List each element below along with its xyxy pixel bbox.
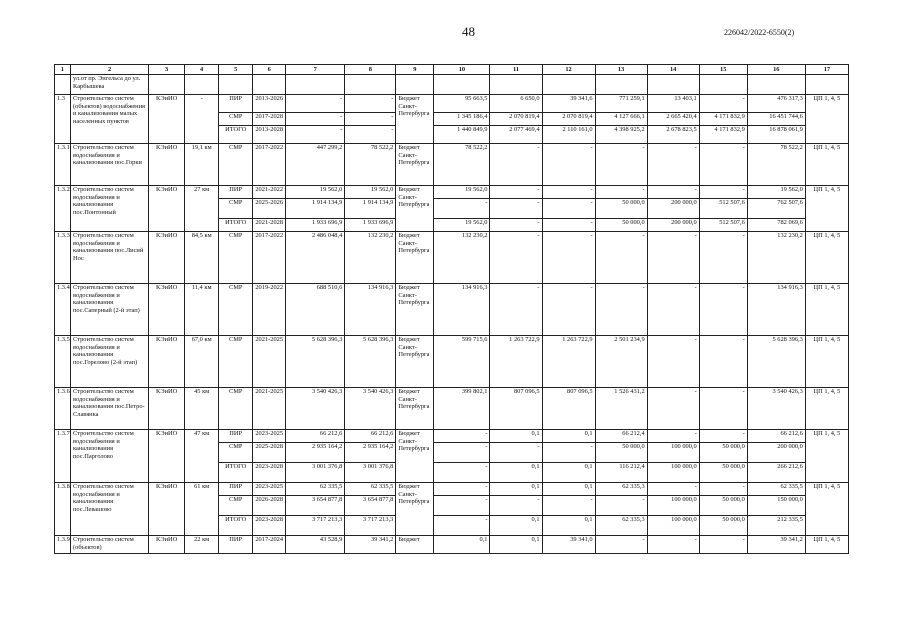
table-row <box>55 284 849 336</box>
cost-total: 66 212,6 <box>286 430 345 443</box>
sum-value: 78 522,2 <box>747 144 805 186</box>
funding-source: Бюджет Санкт-Петербурга <box>396 95 434 144</box>
year-value: - <box>434 516 490 536</box>
sum-value: 3 540 426,3 <box>747 388 805 430</box>
year-value: 512 507,6 <box>699 199 747 219</box>
cost-total: 3 717 213,3 <box>286 516 345 536</box>
year-value: - <box>699 430 747 443</box>
cost-total: 2 486 048,4 <box>286 232 345 284</box>
year-value: - <box>699 388 747 430</box>
year-value: 50 000,0 <box>699 496 747 516</box>
cost-total: 688 510,6 <box>286 284 345 336</box>
year-value: 0,1 <box>490 430 542 443</box>
column-header: 12 <box>542 65 595 75</box>
year-value: - <box>490 496 542 516</box>
work-type: ПИР <box>219 430 253 443</box>
year-value: - <box>542 144 595 186</box>
work-period: 2021-2022 <box>253 186 286 199</box>
sum-value: 132 230,2 <box>747 232 805 284</box>
column-header: 9 <box>396 65 434 75</box>
year-value: - <box>542 186 595 199</box>
sum-value: 16 451 744,6 <box>747 113 805 126</box>
work-period: 2023-2028 <box>253 463 286 483</box>
row-length: 45 км <box>185 388 219 430</box>
year-value: 2 110 161,0 <box>542 126 595 144</box>
year-value: 1 526 431,2 <box>595 388 647 430</box>
cost-total: 1 914 134,9 <box>286 199 345 219</box>
work-type: ПИР <box>219 483 253 496</box>
cost-total: - <box>286 113 345 126</box>
sum-value: 62 335,5 <box>747 483 805 496</box>
row-id: 1.3.4 <box>55 284 71 336</box>
year-value: 62 335,3 <box>595 516 647 536</box>
year-value: 200 000,0 <box>647 219 699 232</box>
year-value: - <box>647 144 699 186</box>
program-ref: ЦП 1, 4, 5 <box>805 144 848 186</box>
sum-value: 19 562,0 <box>747 186 805 199</box>
year-value: - <box>434 443 490 463</box>
year-value: - <box>490 232 542 284</box>
work-period: 2025-2026 <box>253 199 286 219</box>
year-value: 2 501 234,9 <box>595 336 647 388</box>
cost-remaining: 5 628 396,3 <box>345 336 396 388</box>
year-value: - <box>647 186 699 199</box>
work-type: ИТОГО <box>219 516 253 536</box>
cost-remaining: - <box>345 126 396 144</box>
sum-value: 212 335,5 <box>747 516 805 536</box>
work-type: СМР <box>219 232 253 284</box>
row-org: КЭиИО <box>149 186 185 232</box>
cost-remaining: 66 212,6 <box>345 430 396 443</box>
page-number: 48 <box>462 24 475 39</box>
column-header: 6 <box>253 65 286 75</box>
year-value: 4 398 925,2 <box>595 126 647 144</box>
table-row <box>55 430 849 443</box>
cost-remaining: 3 654 877,8 <box>345 496 396 516</box>
year-value: - <box>490 443 542 463</box>
year-value: - <box>595 496 647 516</box>
work-type: ПИР <box>219 95 253 113</box>
column-header: 16 <box>747 65 805 75</box>
sum-value: 39 341,2 <box>747 536 805 554</box>
year-value: 50 000,0 <box>595 443 647 463</box>
row-name: Строительство систем водоснабжения и канализования пос.Понтонный <box>71 186 149 232</box>
work-period: 2017-2022 <box>253 232 286 284</box>
cost-total: 2 935 164,2 <box>286 443 345 463</box>
row-id: 1.3.5 <box>55 336 71 388</box>
work-type: СМР <box>219 144 253 186</box>
year-value: 4 171 832,9 <box>699 113 747 126</box>
year-value: 2 678 823,5 <box>647 126 699 144</box>
year-value: 0,1 <box>542 430 595 443</box>
column-header: 14 <box>647 65 699 75</box>
work-type: СМР <box>219 443 253 463</box>
year-value: 4 127 666,1 <box>595 113 647 126</box>
row-org: КЭиИО <box>149 483 185 536</box>
year-value: - <box>490 144 542 186</box>
work-period: 2021-2025 <box>253 388 286 430</box>
year-value: 13 403,1 <box>647 95 699 113</box>
year-value: 0,1 <box>490 483 542 496</box>
row-id: 1.3.1 <box>55 144 71 186</box>
row-org: КЭиИО <box>149 144 185 186</box>
cost-total: 447 299,2 <box>286 144 345 186</box>
year-value: - <box>595 536 647 554</box>
cost-remaining: 62 335,5 <box>345 483 396 496</box>
column-header: 7 <box>286 65 345 75</box>
year-value: - <box>542 443 595 463</box>
year-value: 2 070 819,4 <box>490 113 542 126</box>
funding-source: Бюджет Санкт-Петербурга <box>396 186 434 232</box>
work-type: СМР <box>219 113 253 126</box>
row-length: 84,5 км <box>185 232 219 284</box>
year-value: 0,1 <box>490 463 542 483</box>
cost-remaining: 132 230,2 <box>345 232 396 284</box>
work-period: 2013-2028 <box>253 126 286 144</box>
row-length: 47 км <box>185 430 219 483</box>
row-id: 1.3.8 <box>55 483 71 536</box>
row-length: 61 км <box>185 483 219 536</box>
table-row <box>55 483 849 496</box>
year-value: 50 000,0 <box>699 443 747 463</box>
sum-value: 5 628 396,3 <box>747 336 805 388</box>
sum-value: 16 878 061,9 <box>747 126 805 144</box>
row-id: 1.3.7 <box>55 430 71 483</box>
program-ref: ЦП 1, 4, 5 <box>805 336 848 388</box>
year-value: - <box>434 430 490 443</box>
year-value: - <box>434 199 490 219</box>
year-value: 807 096,5 <box>542 388 595 430</box>
year-value: 50 000,0 <box>699 463 747 483</box>
row-org: КЭиИО <box>149 536 185 554</box>
row-name: Строительство систем (объектов) <box>71 536 149 554</box>
row-org: КЭиИО <box>149 336 185 388</box>
year-value: - <box>595 284 647 336</box>
table-row <box>55 536 849 554</box>
year-value: - <box>647 388 699 430</box>
funding-source: Бюджет Санкт-Петербурга <box>396 483 434 536</box>
work-period: 2026-2028 <box>253 496 286 516</box>
cost-total: 3 540 426,3 <box>286 388 345 430</box>
year-value: 19 562,0 <box>434 219 490 232</box>
row-name: Строительство систем водоснабжения и канализования пос.Петро-Славянка <box>71 388 149 430</box>
row-length: - <box>185 95 219 144</box>
cost-remaining: 1 914 134,9 <box>345 199 396 219</box>
year-value: - <box>647 430 699 443</box>
work-period: 2017-2024 <box>253 536 286 554</box>
cost-remaining: 3 540 426,3 <box>345 388 396 430</box>
cost-remaining: - <box>345 95 396 113</box>
cost-total: 43 528,9 <box>286 536 345 554</box>
work-type: СМР <box>219 496 253 516</box>
document-number: 226042/2022-6550(2) <box>724 28 795 37</box>
cost-remaining: 3 717 213,3 <box>345 516 396 536</box>
year-value: 512 507,6 <box>699 219 747 232</box>
work-period: 2019-2022 <box>253 284 286 336</box>
program-ref: ЦП 1, 4, 5 <box>805 95 848 144</box>
row-length: 11,4 км <box>185 284 219 336</box>
row-name: Строительство систем водоснабжения и канализования пос.Горки <box>71 144 149 186</box>
sum-value: 476 317,3 <box>747 95 805 113</box>
cost-total: - <box>286 95 345 113</box>
row-name: Строительство систем (объектов) водоснабжения и канализования малых населенных пунктов <box>71 95 149 144</box>
cost-total: 3 001 376,8 <box>286 463 345 483</box>
year-value: 1 263 722,9 <box>542 336 595 388</box>
row-length: 19,1 км <box>185 144 219 186</box>
funding-source: Бюджет Санкт-Петербурга <box>396 232 434 284</box>
year-value: - <box>699 536 747 554</box>
table-row <box>55 388 849 430</box>
column-header: 2 <box>71 65 149 75</box>
year-value: 0,1 <box>434 536 490 554</box>
year-value: 50 000,0 <box>595 219 647 232</box>
year-value: 39 341,6 <box>542 95 595 113</box>
sum-value: 134 916,3 <box>747 284 805 336</box>
cost-total: 62 335,5 <box>286 483 345 496</box>
year-value: 200 000,0 <box>647 199 699 219</box>
column-header: 5 <box>219 65 253 75</box>
year-value: - <box>699 232 747 284</box>
row-org: КЭиИО <box>149 430 185 483</box>
work-type: ПИР <box>219 186 253 199</box>
program-ref: ЦП 1, 4, 5 <box>805 536 848 554</box>
year-value: 1 263 722,9 <box>490 336 542 388</box>
column-header: 10 <box>434 65 490 75</box>
work-type: ИТОГО <box>219 463 253 483</box>
year-value: - <box>490 219 542 232</box>
work-period: 2021-2028 <box>253 219 286 232</box>
row-org: КЭиИО <box>149 232 185 284</box>
column-header: 1 <box>55 65 71 75</box>
funding-source: Бюджет Санкт-Петербурга <box>396 388 434 430</box>
year-value: - <box>490 186 542 199</box>
work-period: 2023-2025 <box>253 483 286 496</box>
table-row <box>55 95 849 113</box>
row-id: 1.3 <box>55 95 71 144</box>
year-value: - <box>647 336 699 388</box>
row-id: 1.3.9 <box>55 536 71 554</box>
year-value: 62 335,3 <box>595 483 647 496</box>
work-period: 2017-2028 <box>253 113 286 126</box>
year-value: 2 070 819,4 <box>542 113 595 126</box>
row-name: Строительство систем водоснабжения и канализования пос.Левашово <box>71 483 149 536</box>
year-value: - <box>699 144 747 186</box>
funding-source: Бюджет Санкт-Петербурга <box>396 284 434 336</box>
funding-source: Бюджет Санкт-Петербурга <box>396 430 434 483</box>
table-row <box>55 144 849 186</box>
table-body <box>55 65 849 554</box>
year-value: - <box>542 199 595 219</box>
year-value: - <box>542 232 595 284</box>
year-value: 0,1 <box>490 516 542 536</box>
work-type: ИТОГО <box>219 219 253 232</box>
year-value: 100 000,0 <box>647 516 699 536</box>
year-value: - <box>595 232 647 284</box>
sum-value: 150 000,0 <box>747 496 805 516</box>
year-value: 39 341,0 <box>542 536 595 554</box>
year-value: - <box>647 483 699 496</box>
year-value: 399 802,1 <box>434 388 490 430</box>
cost-remaining: 3 001 376,8 <box>345 463 396 483</box>
year-value: 6 650,0 <box>490 95 542 113</box>
year-value: 807 096,5 <box>490 388 542 430</box>
column-header: 15 <box>699 65 747 75</box>
year-value: - <box>699 95 747 113</box>
year-value: 78 522,2 <box>434 144 490 186</box>
year-value: - <box>595 144 647 186</box>
row-name: Строительство систем водоснабжения и канализования пос.Горелово (2-й этап) <box>71 336 149 388</box>
row-length: 22 км <box>185 536 219 554</box>
funding-source: Бюджет Санкт-Петербурга <box>396 144 434 186</box>
year-value: 2 665 420,4 <box>647 113 699 126</box>
work-type: СМР <box>219 284 253 336</box>
sum-value: 762 507,6 <box>747 199 805 219</box>
cost-total: 5 628 396,3 <box>286 336 345 388</box>
table-row <box>55 336 849 388</box>
year-value: 100 000,0 <box>647 496 699 516</box>
cost-remaining: 19 562,0 <box>345 186 396 199</box>
year-value: - <box>490 284 542 336</box>
year-value: - <box>490 199 542 219</box>
year-value: - <box>699 483 747 496</box>
row-name: Строительство систем водоснабжения и канализования пос.Лисий Нос <box>71 232 149 284</box>
year-value: - <box>434 496 490 516</box>
year-value: - <box>647 284 699 336</box>
cost-remaining: - <box>345 113 396 126</box>
program-ref: ЦП 1, 4, 5 <box>805 284 848 336</box>
cost-total: 19 562,0 <box>286 186 345 199</box>
program-ref: ЦП 1, 4, 5 <box>805 483 848 536</box>
year-value: 0,1 <box>542 463 595 483</box>
table-row <box>55 232 849 284</box>
work-period: 2025-2028 <box>253 443 286 463</box>
row-org: КЭиИО <box>149 95 185 144</box>
year-value: - <box>647 232 699 284</box>
work-period: 2023-2028 <box>253 516 286 536</box>
cost-remaining: 2 935 164,2 <box>345 443 396 463</box>
year-value: 1 440 849,9 <box>434 126 490 144</box>
sum-value: 266 212,6 <box>747 463 805 483</box>
header-row <box>55 65 849 75</box>
sum-value: 66 212,6 <box>747 430 805 443</box>
year-value: 4 171 832,9 <box>699 126 747 144</box>
year-value: 2 077 469,4 <box>490 126 542 144</box>
work-type: СМР <box>219 388 253 430</box>
year-value: - <box>542 284 595 336</box>
year-value: 0,1 <box>490 536 542 554</box>
row-org: КЭиИО <box>149 284 185 336</box>
cost-remaining: 39 341,2 <box>345 536 396 554</box>
year-value: 134 916,3 <box>434 284 490 336</box>
table-row <box>55 186 849 199</box>
continuation-row <box>55 75 849 95</box>
work-period: 2017-2022 <box>253 144 286 186</box>
year-value: 0,1 <box>542 516 595 536</box>
year-value: - <box>434 483 490 496</box>
work-type: СМР <box>219 336 253 388</box>
program-ref: ЦП 1, 4, 5 <box>805 430 848 483</box>
year-value: - <box>542 496 595 516</box>
work-period: 2013-2026 <box>253 95 286 113</box>
sum-value: 782 069,6 <box>747 219 805 232</box>
column-header: 3 <box>149 65 185 75</box>
year-value: - <box>647 536 699 554</box>
year-value: 1 345 186,4 <box>434 113 490 126</box>
cost-remaining: 78 522,2 <box>345 144 396 186</box>
year-value: - <box>699 336 747 388</box>
row-length: 67,0 км <box>185 336 219 388</box>
column-header: 4 <box>185 65 219 75</box>
year-value: 0,1 <box>542 483 595 496</box>
year-value: - <box>699 284 747 336</box>
program-ref: ЦП 1, 4, 5 <box>805 232 848 284</box>
year-value: - <box>542 219 595 232</box>
year-value: 66 212,4 <box>595 430 647 443</box>
cost-total: 1 933 696,9 <box>286 219 345 232</box>
year-value: - <box>434 463 490 483</box>
column-header: 13 <box>595 65 647 75</box>
sum-value: 200 000,0 <box>747 443 805 463</box>
year-value: 599 715,6 <box>434 336 490 388</box>
row-name: ул.от пр. Энгельса до ул. Карбышева <box>71 75 149 95</box>
year-value: 132 230,2 <box>434 232 490 284</box>
work-type: ИТОГО <box>219 126 253 144</box>
year-value: - <box>595 186 647 199</box>
column-header: 11 <box>490 65 542 75</box>
row-id: 1.3.3 <box>55 232 71 284</box>
column-header: 17 <box>805 65 848 75</box>
year-value: 95 663,5 <box>434 95 490 113</box>
year-value: 19 562,0 <box>434 186 490 199</box>
cost-total: 3 654 877,8 <box>286 496 345 516</box>
year-value: - <box>699 186 747 199</box>
row-org: КЭиИО <box>149 388 185 430</box>
work-type: ПИР <box>219 536 253 554</box>
row-name: Строительство систем водоснабжения и канализования пос.Парголово <box>71 430 149 483</box>
year-value: 50 000,0 <box>699 516 747 536</box>
row-id: 1.3.6 <box>55 388 71 430</box>
year-value: 116 212,4 <box>595 463 647 483</box>
work-period: 2023-2025 <box>253 430 286 443</box>
cost-remaining: 134 916,3 <box>345 284 396 336</box>
year-value: 100 000,0 <box>647 443 699 463</box>
row-name: Строительство систем водоснабжения и канализования пос.Саперный (2-й этап) <box>71 284 149 336</box>
funding-source: Бюджет Санкт-Петербурга <box>396 336 434 388</box>
row-id: 1.3.2 <box>55 186 71 232</box>
work-type: СМР <box>219 199 253 219</box>
budget-table <box>54 64 849 554</box>
year-value: 100 000,0 <box>647 463 699 483</box>
funding-source: Бюджет <box>396 536 434 554</box>
row-length: 27 км <box>185 186 219 232</box>
program-ref: ЦП 1, 4, 5 <box>805 388 848 430</box>
work-period: 2021-2025 <box>253 336 286 388</box>
year-value: 771 259,1 <box>595 95 647 113</box>
column-header: 8 <box>345 65 396 75</box>
program-ref: ЦП 1, 4, 5 <box>805 186 848 232</box>
year-value: 50 000,0 <box>595 199 647 219</box>
cost-remaining: 1 933 696,9 <box>345 219 396 232</box>
cost-total: - <box>286 126 345 144</box>
